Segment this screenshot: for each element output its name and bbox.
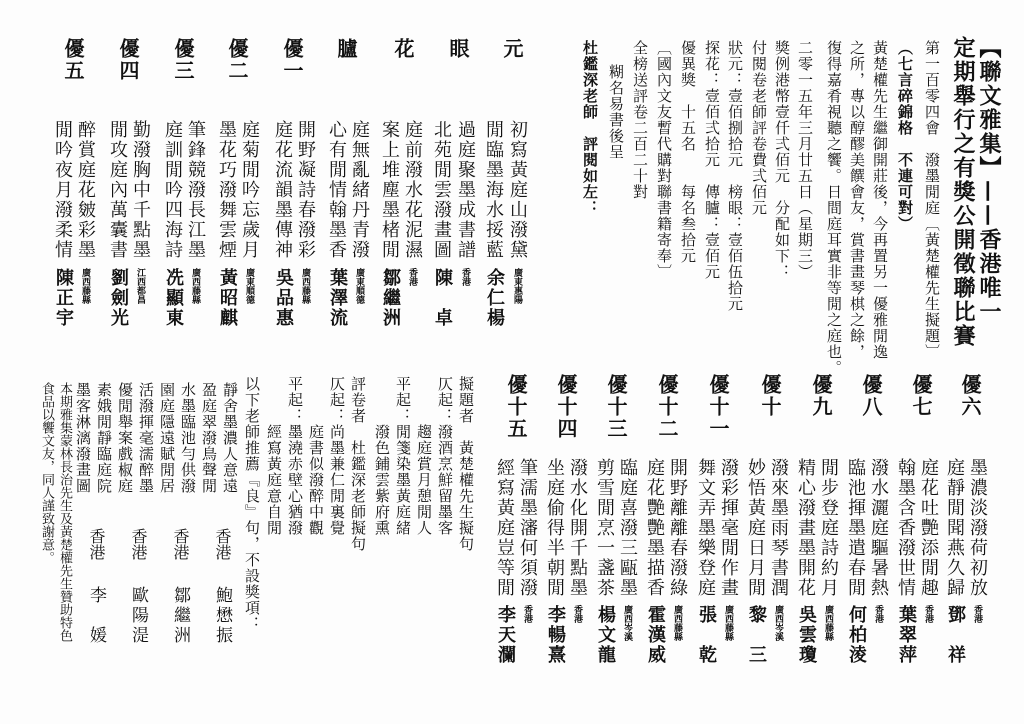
author-location: 香港: [171, 528, 190, 560]
author-location: 香港: [460, 268, 470, 286]
header-title: 【聯文雅集】——香港唯一: [976, 36, 1002, 324]
couplet-line-2: 精心潑畫墨開花: [795, 458, 816, 598]
intro-line: 之所，專以醇醪美饌會友，賞書畫琴棋之餘，: [848, 40, 866, 360]
couplet-line-1: 初寫黃庭山潑黛: [507, 120, 528, 260]
couplet-line-2: 園庭隱遠賦閒居: [158, 382, 176, 494]
header-subtitle: 定期舉行之有獎公開徵聯比賽: [950, 36, 976, 348]
couplet-line-2: 墨花巧潑舞雲煙: [216, 120, 237, 260]
couplet-line-2: 心有閒情翰墨香: [326, 120, 347, 260]
couplet-line-2: 墨客淋漓潑畫圖: [74, 382, 92, 494]
author-name: 鮑懋振: [212, 586, 232, 646]
award-info-line: 二零一五年三月廿五日（星期三）: [796, 40, 814, 280]
author-location: 香港: [213, 528, 232, 560]
couplet-line-1: 臨庭喜潑三甌墨: [617, 458, 638, 598]
author-location: 廣東順德: [244, 268, 254, 304]
couplet-line-1: 庭前潑水花泥濕: [402, 120, 423, 260]
author-name: 霍漢威: [645, 605, 666, 665]
author-name: 楊文龍: [595, 605, 616, 665]
author-name: 黃昭麒: [217, 268, 238, 328]
couplet-line-1: 庭無亂緒丹青潑: [349, 120, 370, 260]
author-name: 鄒繼洲: [170, 586, 190, 646]
couplet-line-1: 潑來墨雨琴書潤: [768, 458, 789, 598]
couplet-line-1: 潑彩揮毫閒作畫: [718, 458, 739, 598]
intro-line: 復得嘉肴視聽之饗。日間庭耳實非等閒之庭也。: [825, 40, 843, 376]
couplet-line-2: 坐庭偷得半朝閒: [544, 458, 565, 598]
judge-line: 經寫黃庭意自閒: [265, 376, 283, 536]
proposer-line: 擬題者 黃楚權先生擬句: [457, 376, 475, 552]
award-rank: 優十三: [604, 374, 628, 440]
award-rank: 優十二: [655, 374, 679, 440]
intro-line: 黃楚權先生繼御開莊後，今再置另一優雅閒逸: [871, 40, 889, 360]
couplet-line-2: 閒臨墨海水挼藍: [483, 120, 504, 260]
author-name: 劉劍光: [108, 268, 129, 328]
couplet-line-2: 北苑閒雲潑畫圖: [431, 120, 452, 260]
author-name: 張 乾: [696, 605, 717, 665]
author-name: 鄒繼洲: [380, 268, 401, 328]
session-line: 第一百零四會 潑墨閒庭〔黃楚權先生擬題〕: [923, 40, 941, 360]
author-location: 廣東順德: [354, 268, 364, 304]
author-location: 廣西岑溪: [622, 605, 632, 641]
couplet-line-1: 墨濃淡潑荷初放: [967, 458, 988, 598]
author-location: 廣西藤縣: [80, 268, 90, 304]
style-note: （七言碎錦格 不連可對）: [896, 40, 914, 232]
award-info-line: 獎例港幣壹仟弍佰元 分配如下：: [773, 40, 791, 280]
couplet-line-1: 庭菊閒吟忘歲月: [239, 120, 260, 260]
award-info-line: 全榜送評卷二百二十對: [631, 40, 649, 200]
award-info-line: 付閱卷老師評卷費弍佰元: [750, 40, 768, 216]
award-rank: 優六: [958, 374, 982, 418]
couplet-line-1: 潑水灑庭驅暑熱: [868, 458, 889, 598]
couplet-line-2: 盈庭翠潑鳥聲閒: [200, 382, 218, 494]
award-info-line: 探花：壹佰弍拾元 傳臚：壹佰元: [703, 40, 721, 280]
author-name: 鄧 祥: [945, 605, 966, 665]
couplet-line-1: 潑水化開千點墨: [567, 458, 588, 598]
couplet-line-2: 庭靜閒聞燕久歸: [944, 458, 965, 598]
award-rank: 優四: [116, 38, 140, 82]
award-rank: 優三: [171, 38, 195, 82]
proposer-line: 仄起：潑酒烹鮮留墨客: [436, 376, 454, 536]
award-rank: 優十: [758, 374, 782, 418]
couplet-line-1: 過庭聚墨成書譜: [455, 120, 476, 260]
award-info-line: 優異獎 十五名 每名叁拾元: [679, 40, 697, 264]
couplet-line-2: 閒攻庭內萬囊書: [107, 120, 128, 260]
judge-line: 仄起：尚墨兼仁閒裏覺: [328, 376, 346, 536]
couplet-line-1: 開野凝詩春潑彩: [295, 120, 316, 260]
couplet-line-2: 庭花流韻墨傳神: [272, 120, 293, 260]
author-name: 何柏淩: [846, 605, 867, 665]
proposer-line: 趨庭賞月憩閒人: [415, 376, 433, 536]
award-info-line: 糊名易書後呈: [607, 64, 625, 160]
couplet-line-1: 筆鋒競潑長江墨: [185, 120, 206, 260]
author-location: 廣東惠陽: [512, 268, 522, 304]
author-location: 香港: [87, 528, 106, 560]
author-name: 李暢熹: [545, 605, 566, 665]
award-rank: 元: [500, 38, 524, 60]
award-rank: 優五: [61, 38, 85, 82]
couplet-line-2: 案上堆塵墨楮閒: [379, 120, 400, 260]
author-name: 陳 卓: [432, 268, 453, 328]
proposer-line: 潑色鋪雲紫府熏: [373, 376, 391, 536]
author-location: 香港: [407, 268, 417, 286]
couplet-line-2: 臨池揮墨遣春閒: [845, 458, 866, 598]
author-name: 歐陽湜: [128, 586, 148, 646]
award-rank: 眼: [446, 38, 470, 60]
author-name: 吳雲瓊: [796, 605, 817, 665]
couplet-line-2: 妙悟黃庭日月閒: [745, 458, 766, 598]
couplet-line-2: 庭訓閒吟四海詩: [162, 120, 183, 260]
author-location: 廣西藤縣: [672, 605, 682, 641]
author-location: 香港: [923, 605, 933, 623]
judge-intro: 杜鑑深老師 評閱如左：: [581, 40, 599, 216]
author-location: 廣西藤縣: [723, 605, 733, 641]
author-location: 廣西藤縣: [190, 268, 200, 304]
footnote-line: 食品以饗文友，同人謹致謝意。: [39, 382, 54, 564]
author-location: 廣西岑溪: [773, 605, 783, 641]
couplet-line-2: 舞文弄墨樂登庭: [695, 458, 716, 598]
couplet-line-1: 開野離離春潑綠: [667, 458, 688, 598]
award-rank: 臚: [334, 38, 358, 60]
author-location: 香港: [572, 605, 582, 623]
couplet-line-2: 剪雪閒烹一盞茶: [594, 458, 615, 598]
couplet-line-1: 靜舍墨濃人意遠: [221, 382, 239, 494]
award-rank: 優二: [225, 38, 249, 82]
author-name: 余仁楊: [484, 268, 505, 328]
award-rank: 花: [391, 38, 415, 60]
author-name: 李天瀾: [495, 605, 516, 665]
couplet-line-2: 優閒舉案戲椒庭: [116, 382, 134, 494]
author-location: 廣西藤縣: [823, 605, 833, 641]
judge-line: 平起：墨澆赤壁心猶潑: [286, 376, 304, 536]
award-rank: 優一: [280, 38, 304, 82]
author-location: 香港: [873, 605, 883, 623]
couplet-line-1: 素娥閒靜臨庭院: [95, 382, 113, 494]
couplet-line-1: 活潑揮毫濡醉墨: [137, 382, 155, 494]
author-name: 葉澤流: [327, 268, 348, 328]
author-name: 陳正宇: [53, 268, 74, 328]
award-info-line: 狀元：壹佰捌拾元 榜眼：壹佰伍拾元: [726, 40, 744, 312]
award-rank: 優十五: [504, 374, 528, 440]
award-rank: 優十四: [554, 374, 578, 440]
award-rank: 優十一: [706, 374, 730, 440]
couplet-line-1: 水墨臨池勻供潑: [179, 382, 197, 494]
author-name: 李 媛: [86, 586, 106, 646]
judge-line: 評卷者 杜鑑深老師擬句: [349, 376, 367, 552]
couplet-line-1: 閒步登庭詩約月: [818, 458, 839, 598]
author-location: 香港: [129, 528, 148, 560]
couplet-line-2: 閒吟夜月潑柔情: [52, 120, 73, 260]
couplet-line-1: 勤潑胸中千點墨: [130, 120, 151, 260]
author-location: 香港: [972, 605, 982, 623]
couplet-line-2: 庭花艷艷墨描香: [644, 458, 665, 598]
author-name: 黎 三: [746, 605, 767, 665]
author-location: 香港: [522, 605, 532, 623]
couplet-line-1: 庭花吐艷添閒趣: [918, 458, 939, 598]
couplet-line-1: 筆濡墨瀋何須潑: [517, 458, 538, 598]
couplet-line-1: 醉賞庭花皴彩墨: [75, 120, 96, 260]
author-name: 吳品惠: [273, 268, 294, 328]
proposer-line: 平起：閒箋染墨黃庭緒: [394, 376, 412, 536]
award-rank: 優八: [859, 374, 883, 418]
author-location: 廣西藤縣: [300, 268, 310, 304]
award-rank: 優九: [809, 374, 833, 418]
couplet-line-2: 翰墨含香潑世情: [895, 458, 916, 598]
judge-line: 庭書似潑醉中觀: [307, 376, 325, 536]
author-name: 葉翠萍: [896, 605, 917, 665]
footnote-line: 本期雅集蒙林長治先生及黃楚權先生贊助特色: [57, 382, 72, 642]
award-info-line: 〔國內文友暫代購對聯書籍寄奉〕: [655, 40, 673, 280]
couplet-line-2: 經寫黃庭豈等閒: [494, 458, 515, 598]
award-rank: 優七: [909, 374, 933, 418]
author-location: 江西都昌: [135, 268, 145, 304]
good-lines-notice: 以下老師推薦『良』句，不設獎項：: [243, 376, 261, 632]
author-name: 冼顯東: [163, 268, 184, 328]
